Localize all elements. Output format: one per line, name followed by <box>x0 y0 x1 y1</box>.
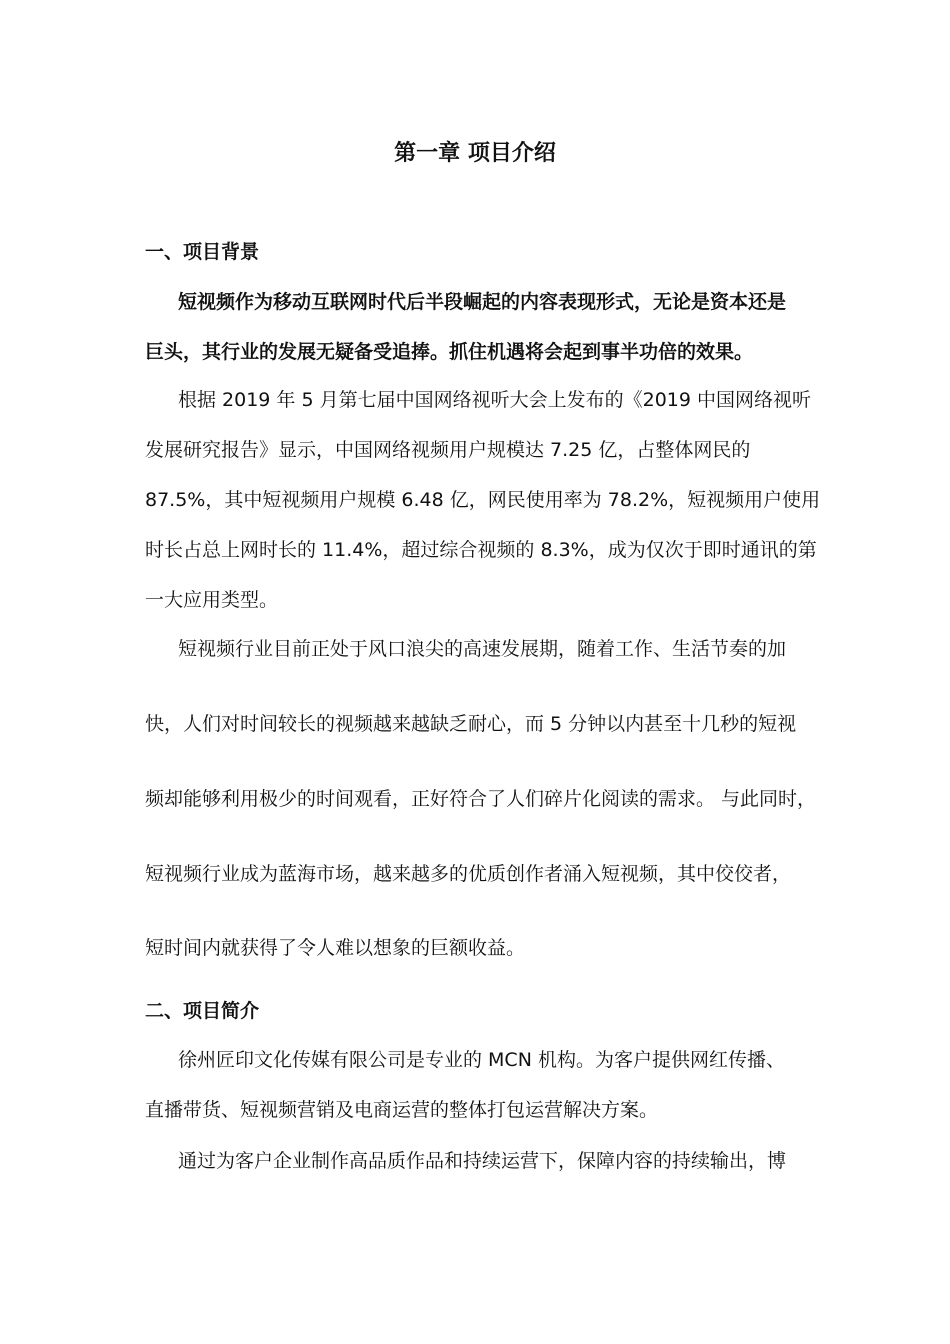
paragraph-line: 时长占总上网时长的 11.4%，超过综合视频的 8.3%，成为仅次于即时通讯的第 <box>145 539 817 561</box>
paragraph-line: 一大应用类型。 <box>145 589 279 611</box>
paragraph-line: 根据 2019 年 5 月第七届中国网络视听大会上发布的《2019 中国网络视听 <box>178 389 811 411</box>
paragraph-line: 发展研究报告》显示，中国网络视频用户规模达 7.25 亿，占整体网民的 <box>145 439 751 461</box>
paragraph-line: 短时间内就获得了令人难以想象的巨额收益。 <box>145 937 526 959</box>
section-heading-background: 一、项目背景 <box>145 241 260 263</box>
chapter-title: 第一章 项目介绍 <box>394 141 556 166</box>
paragraph-line: 徐州匠印文化传媒有限公司是专业的 MCN 机构。为客户提供网红传播、 <box>178 1049 785 1071</box>
paragraph-line: 87.5%，其中短视频用户规模 6.48 亿，网民使用率为 78.2%，短视频用户使用 <box>145 489 821 511</box>
paragraph-line: 快，人们对时间较长的视频越来越缺乏耐心，而 5 分钟以内甚至十几秒的短视 <box>145 713 797 735</box>
paragraph-line: 短视频行业成为蓝海市场，越来越多的优质创作者涌入短视频，其中佼佼者， <box>145 863 792 885</box>
paragraph-line: 短视频行业目前正处于风口浪尖的高速发展期，随着工作、生活节奏的加 <box>178 638 787 660</box>
paragraph-line: 直播带货、短视频营销及电商运营的整体打包运营解决方案。 <box>145 1099 659 1121</box>
paragraph-line: 频却能够利用极少的时间观看，正好符合了人们碎片化阅读的需求。 与此同时， <box>145 788 817 810</box>
section-heading-intro: 二、项目简介 <box>145 1000 260 1022</box>
paragraph-line: 巨头，其行业的发展无疑备受追捧。抓住机遇将会起到事半功倍的效果。 <box>145 341 754 363</box>
paragraph-line: 通过为客户企业制作高品质作品和持续运营下，保障内容的持续输出，博 <box>178 1150 787 1172</box>
paragraph-line: 短视频作为移动互联网时代后半段崛起的内容表现形式，无论是资本还是 <box>178 291 787 313</box>
